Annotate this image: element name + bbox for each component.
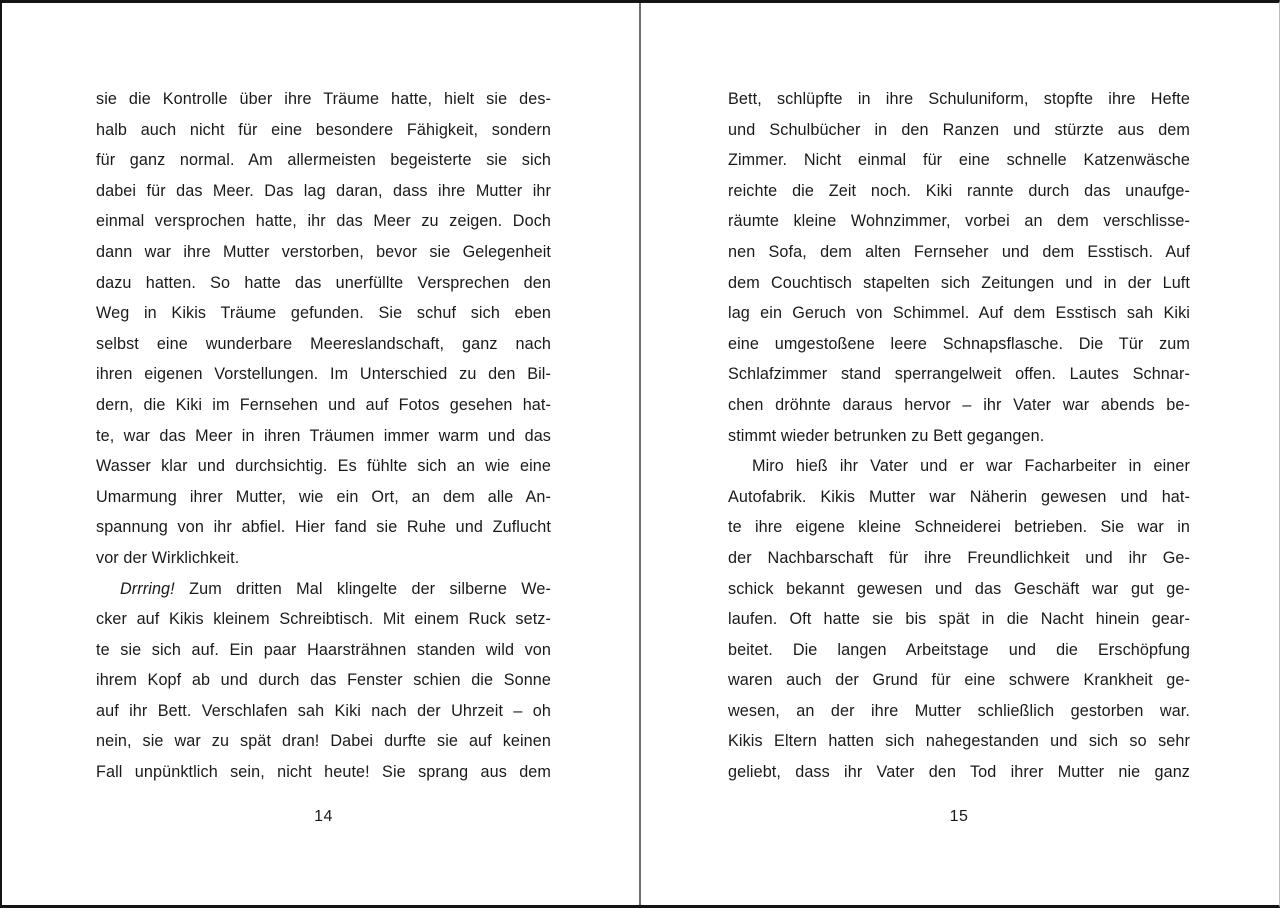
text-line: Drrring! Zum dritten Mal klingelte der silberne We- xyxy=(120,579,551,598)
text-line: dern, die Kiki im Fernsehen und auf Fotos gesehen hat- xyxy=(96,395,551,414)
text-line: reichte die Zeit noch. Kiki rannte durch das unaufge- xyxy=(728,181,1190,200)
text-line: ihrem Kopf ab und durch das Fenster schien die Sonne xyxy=(96,671,551,690)
page-number-right: 15 xyxy=(949,807,969,825)
text-line: auf ihr Bett. Verschlafen sah Kiki nach der Uhrzeit – oh xyxy=(96,701,551,720)
page-left xyxy=(0,0,639,908)
page-left-text xyxy=(96,84,551,826)
text-line: ihren eigenen Vorstellungen. Im Unterschied zu den Bil- xyxy=(96,365,551,384)
text-line: te, war das Meer in ihren Träumen immer warm und das xyxy=(96,426,551,445)
text-line: nein, sie war zu spät dran! Dabei durfte sie auf keinen xyxy=(96,732,551,751)
text-line: räumte kleine Wohnzimmer, vorbei an dem verschlisse- xyxy=(728,212,1190,231)
text-line: beitet. Die langen Arbeitstage und die Erschöpfung xyxy=(728,640,1190,659)
text-line: vor der Wirklichkeit. xyxy=(96,548,240,567)
text-line: Fall unpünktlich sein, nicht heute! Sie sprang aus dem xyxy=(96,763,551,782)
text-line: laufen. Oft hatte sie bis spät in die Nacht hinein gear- xyxy=(728,610,1190,629)
text-line: einmal versprochen hatte, ihr das Meer zu zeigen. Doch xyxy=(96,212,551,231)
page-right xyxy=(641,0,1280,908)
text-line: stimmt wieder betrunken zu Bett gegangen. xyxy=(728,426,1045,445)
text-line: Autofabrik. Kikis Mutter war Näherin gewesen und hat- xyxy=(728,487,1190,506)
text-line: der Nachbarschaft für ihre Freundlichkeit und ihr Ge- xyxy=(728,548,1190,567)
text-line: dazu hatten. So hatte das unerfüllte Versprechen den xyxy=(96,273,551,292)
text-line: halb auch nicht für eine besondere Fähigkeit, sondern xyxy=(96,120,551,139)
text-line: spannung von ihr abfiel. Hier fand sie Ruhe und Zuflucht xyxy=(96,518,551,537)
page-right-text xyxy=(728,84,1190,826)
text-line: selbst eine wunderbare Meereslandschaft, ganz nach xyxy=(96,334,551,353)
text-line: lag ein Geruch von Schimmel. Auf dem Esstisch sah Kiki xyxy=(728,304,1190,323)
text-line: wesen, an der ihre Mutter schließlich gestorben war. xyxy=(728,701,1190,720)
text-line: und Schulbücher in den Ranzen und stürzte aus dem xyxy=(728,120,1190,139)
text-line: sie die Kontrolle über ihre Träume hatte, hielt sie des- xyxy=(96,90,551,108)
text-line: Wasser klar und durchsichtig. Es fühlte sich an wie eine xyxy=(96,457,551,476)
text-line: dem Couchtisch stapelten sich Zeitungen und in der Luft xyxy=(728,273,1190,292)
page-divider xyxy=(639,0,641,908)
text-line: Zimmer. Nicht einmal für eine schnelle Katzenwäsche xyxy=(728,151,1190,170)
text-line: cker auf Kikis kleinem Schreibtisch. Mit einem Ruck setz- xyxy=(96,610,551,629)
text-line: chen dröhnte daraus hervor – ihr Vater war abends be- xyxy=(728,395,1190,414)
page-number-left: 14 xyxy=(314,807,333,825)
text-line: Umarmung ihrer Mutter, wie ein Ort, an dem alle An- xyxy=(96,487,551,506)
text-line: Miro hieß ihr Vater und er war Facharbeiter in einer xyxy=(752,457,1190,476)
text-line: te sie sich auf. Ein paar Haarsträhnen standen wild von xyxy=(96,640,551,659)
text-line: Kikis Eltern hatten sich nahegestanden und sich so sehr xyxy=(728,732,1190,751)
text-line: für ganz normal. Am allermeisten begeisterte sie sich xyxy=(96,151,551,170)
text-line: te ihre eigene kleine Schneiderei betrieben. Sie war in xyxy=(728,518,1190,537)
text-line: Weg in Kikis Träume gefunden. Sie schuf sich eben xyxy=(96,304,551,323)
text-line: Bett, schlüpfte in ihre Schuluniform, stopfte ihre Hefte xyxy=(728,90,1190,108)
text-line: waren auch der Grund für eine schwere Krankheit ge- xyxy=(728,671,1190,690)
text-line: nen Sofa, dem alten Fernseher und dem Esstisch. Auf xyxy=(728,242,1190,261)
text-line: schick bekannt gewesen und das Geschäft war gut ge- xyxy=(728,579,1190,598)
text-line: eine umgestoßene leere Schnapsflasche. Die Tür zum xyxy=(728,334,1190,353)
text-line: geliebt, dass ihr Vater den Tod ihrer Mutter nie ganz xyxy=(728,763,1190,782)
text-line: dabei für das Meer. Das lag daran, dass ihre Mutter ihr xyxy=(96,181,551,200)
text-line: dann war ihre Mutter verstorben, bevor sie Gelegenheit xyxy=(96,242,551,261)
text-line: Schlafzimmer stand sperrangelweit offen. Lautes Schnar- xyxy=(728,365,1190,384)
italic-text: Drrring! xyxy=(120,579,175,598)
